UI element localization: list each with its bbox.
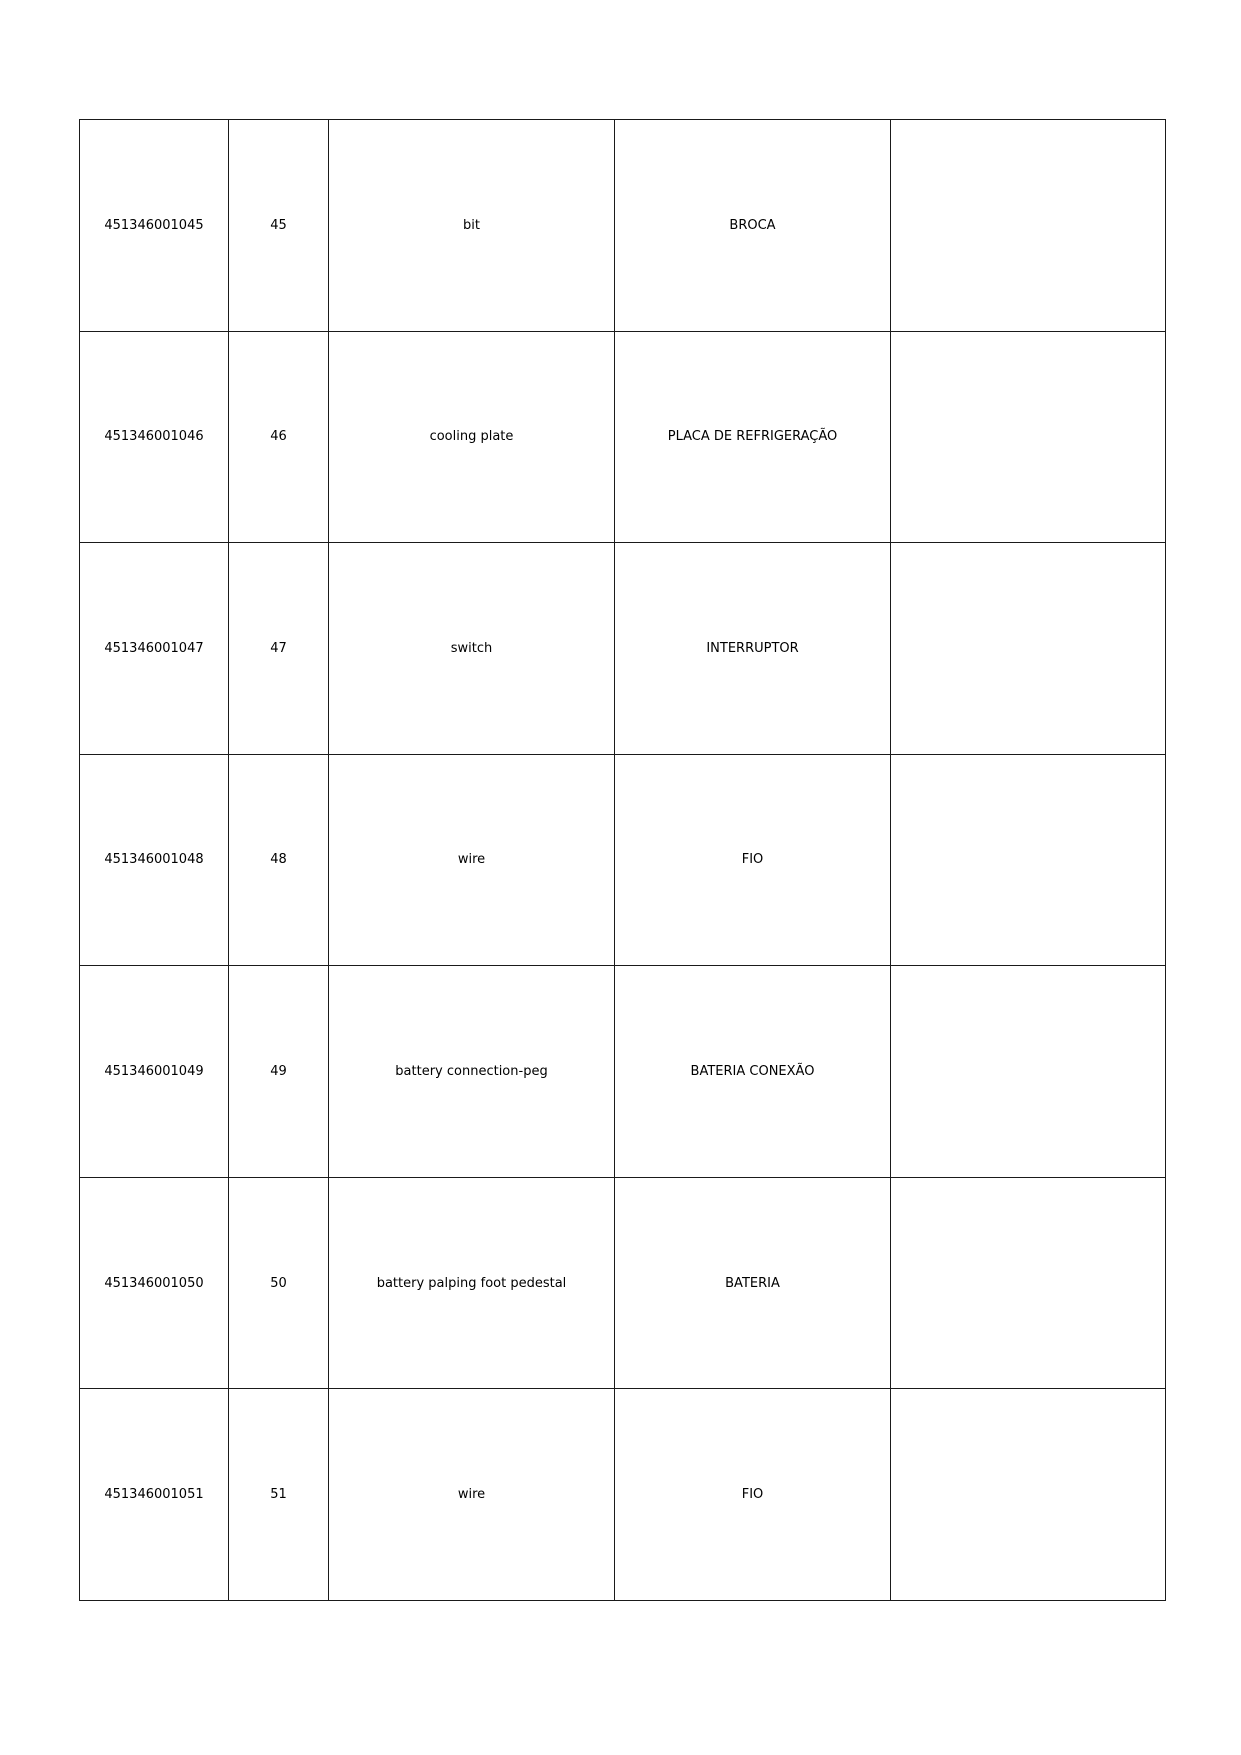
english-name-cell: wire <box>329 754 615 966</box>
portuguese-name-cell: PLACA DE REFRIGERAÇÃO <box>615 331 891 543</box>
portuguese-name-cell: BATERIA CONEXÃO <box>615 966 891 1178</box>
part-code-cell: 451346001051 <box>80 1389 229 1601</box>
item-number-cell: 48 <box>229 754 329 966</box>
portuguese-name-cell: FIO <box>615 1389 891 1601</box>
table-row <box>80 331 1166 543</box>
item-number-cell: 47 <box>229 543 329 755</box>
english-name-cell: wire <box>329 1389 615 1601</box>
portuguese-name-cell: INTERRUPTOR <box>615 543 891 755</box>
english-name-cell: bit <box>329 120 615 332</box>
english-name-cell: battery connection-peg <box>329 966 615 1178</box>
part-code-cell: 451346001047 <box>80 543 229 755</box>
table-row <box>80 1389 1166 1601</box>
empty-cell <box>891 1389 1166 1601</box>
part-code-cell: 451346001048 <box>80 754 229 966</box>
table-row <box>80 966 1166 1178</box>
portuguese-name-cell: FIO <box>615 754 891 966</box>
table-row <box>80 754 1166 966</box>
part-code-cell: 451346001049 <box>80 966 229 1178</box>
empty-cell <box>891 331 1166 543</box>
parts-table <box>79 119 1166 1601</box>
portuguese-name-cell: BROCA <box>615 120 891 332</box>
empty-cell <box>891 966 1166 1178</box>
empty-cell <box>891 120 1166 332</box>
item-number-cell: 50 <box>229 1177 329 1389</box>
empty-cell <box>891 1177 1166 1389</box>
empty-cell <box>891 543 1166 755</box>
part-code-cell: 451346001045 <box>80 120 229 332</box>
english-name-cell: battery palping foot pedestal <box>329 1177 615 1389</box>
portuguese-name-cell: BATERIA <box>615 1177 891 1389</box>
table-row <box>80 543 1166 755</box>
part-code-cell: 451346001046 <box>80 331 229 543</box>
item-number-cell: 46 <box>229 331 329 543</box>
empty-cell <box>891 754 1166 966</box>
english-name-cell: cooling plate <box>329 331 615 543</box>
part-code-cell: 451346001050 <box>80 1177 229 1389</box>
item-number-cell: 51 <box>229 1389 329 1601</box>
table-row <box>80 120 1166 332</box>
item-number-cell: 45 <box>229 120 329 332</box>
item-number-cell: 49 <box>229 966 329 1178</box>
english-name-cell: switch <box>329 543 615 755</box>
table-row <box>80 1177 1166 1389</box>
